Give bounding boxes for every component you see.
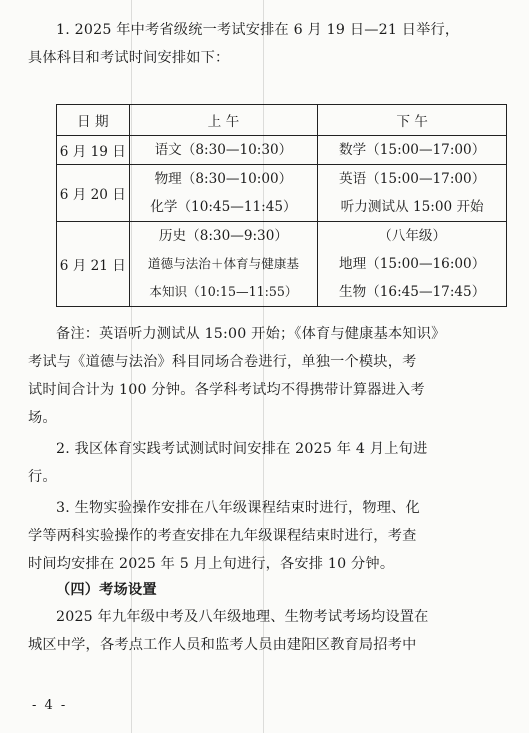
grade-label: （八年级） [378, 228, 447, 244]
page-number: - 4 - [32, 698, 68, 713]
afternoon-subject: 英语（15:00—17:00） [338, 171, 486, 187]
morning-cell [129, 165, 318, 222]
section4-line-1: 2025 年九年级中考及八年级地理、生物考试考场均设置在 [56, 609, 429, 625]
morning-subject: 历史（8:30—9:30） [158, 228, 288, 244]
header-morning: 上 午 [129, 105, 318, 136]
note-line-2: 考试与《道德与法治》科目同场合卷进行，单独一个模块，考 [28, 354, 417, 370]
table-row [57, 136, 507, 165]
afternoon-subject: 生物（16:45—17:45） [338, 284, 486, 300]
intro-line-2: 具体科目和考试时间安排如下： [28, 50, 230, 66]
morning-cell [129, 136, 318, 165]
item3-line-1: 3. 生物实验操作安排在八年级课程结束时进行，物理、化 [56, 500, 420, 516]
morning-subject: 语文（8:30—10:30） [154, 142, 293, 158]
date-cell: 6 月 19 日 [57, 136, 130, 165]
table-header-row [57, 105, 507, 136]
section4-line-2: 城区中学，各考点工作人员和监考人员由建阳区教育局招考中 [28, 637, 417, 653]
item2-line-1: 2. 我区体育实践考试测试时间安排在 2025 年 4 月上旬进 [56, 441, 428, 457]
note-line-4: 场。 [28, 410, 57, 426]
date-cell: 6 月 21 日 [57, 222, 130, 307]
afternoon-cell [318, 136, 507, 165]
intro-line-1: 1. 2025 年中考省级统一考试安排在 6 月 19 日—21 日举行， [56, 22, 460, 38]
table-row [57, 165, 507, 222]
afternoon-subject: 听力测试从 15:00 开始 [340, 199, 484, 215]
scan-artifact [131, 0, 132, 733]
item2-line-2: 行。 [28, 469, 57, 485]
afternoon-subject: 地理（15:00—16:00） [338, 256, 486, 272]
scan-artifact [263, 0, 264, 733]
afternoon-cell [318, 222, 507, 307]
header-date: 日 期 [57, 105, 130, 136]
note-line-3: 试时间合计为 100 分钟。各学科考试均不得携带计算器进入考 [28, 382, 425, 398]
item3-line-2: 学等两科实验操作的考查安排在九年级课程结束时进行，考查 [28, 528, 417, 544]
morning-subject: 本知识（10:15—11:55） [149, 284, 298, 299]
afternoon-cell [318, 165, 507, 222]
morning-subject: 道德与法治＋体育与健康基 [147, 256, 299, 271]
date-cell: 6 月 20 日 [57, 165, 130, 222]
afternoon-subject: 数学（15:00—17:00） [338, 142, 486, 158]
section4-heading: （四）考场设置 [56, 582, 157, 598]
header-afternoon: 下 午 [318, 105, 507, 136]
morning-subject: 化学（10:45—11:45） [150, 199, 297, 215]
note-line-1: 备注：英语听力测试从 15:00 开始；《体育与健康基本知识》 [56, 326, 446, 342]
item3-line-3: 时间均安排在 2025 年 5 月上旬进行，各安排 10 分钟。 [28, 556, 395, 572]
exam-schedule-table [56, 104, 507, 307]
table-row [57, 222, 507, 307]
morning-cell [129, 222, 318, 307]
morning-subject: 物理（8:30—10:00） [154, 171, 293, 187]
